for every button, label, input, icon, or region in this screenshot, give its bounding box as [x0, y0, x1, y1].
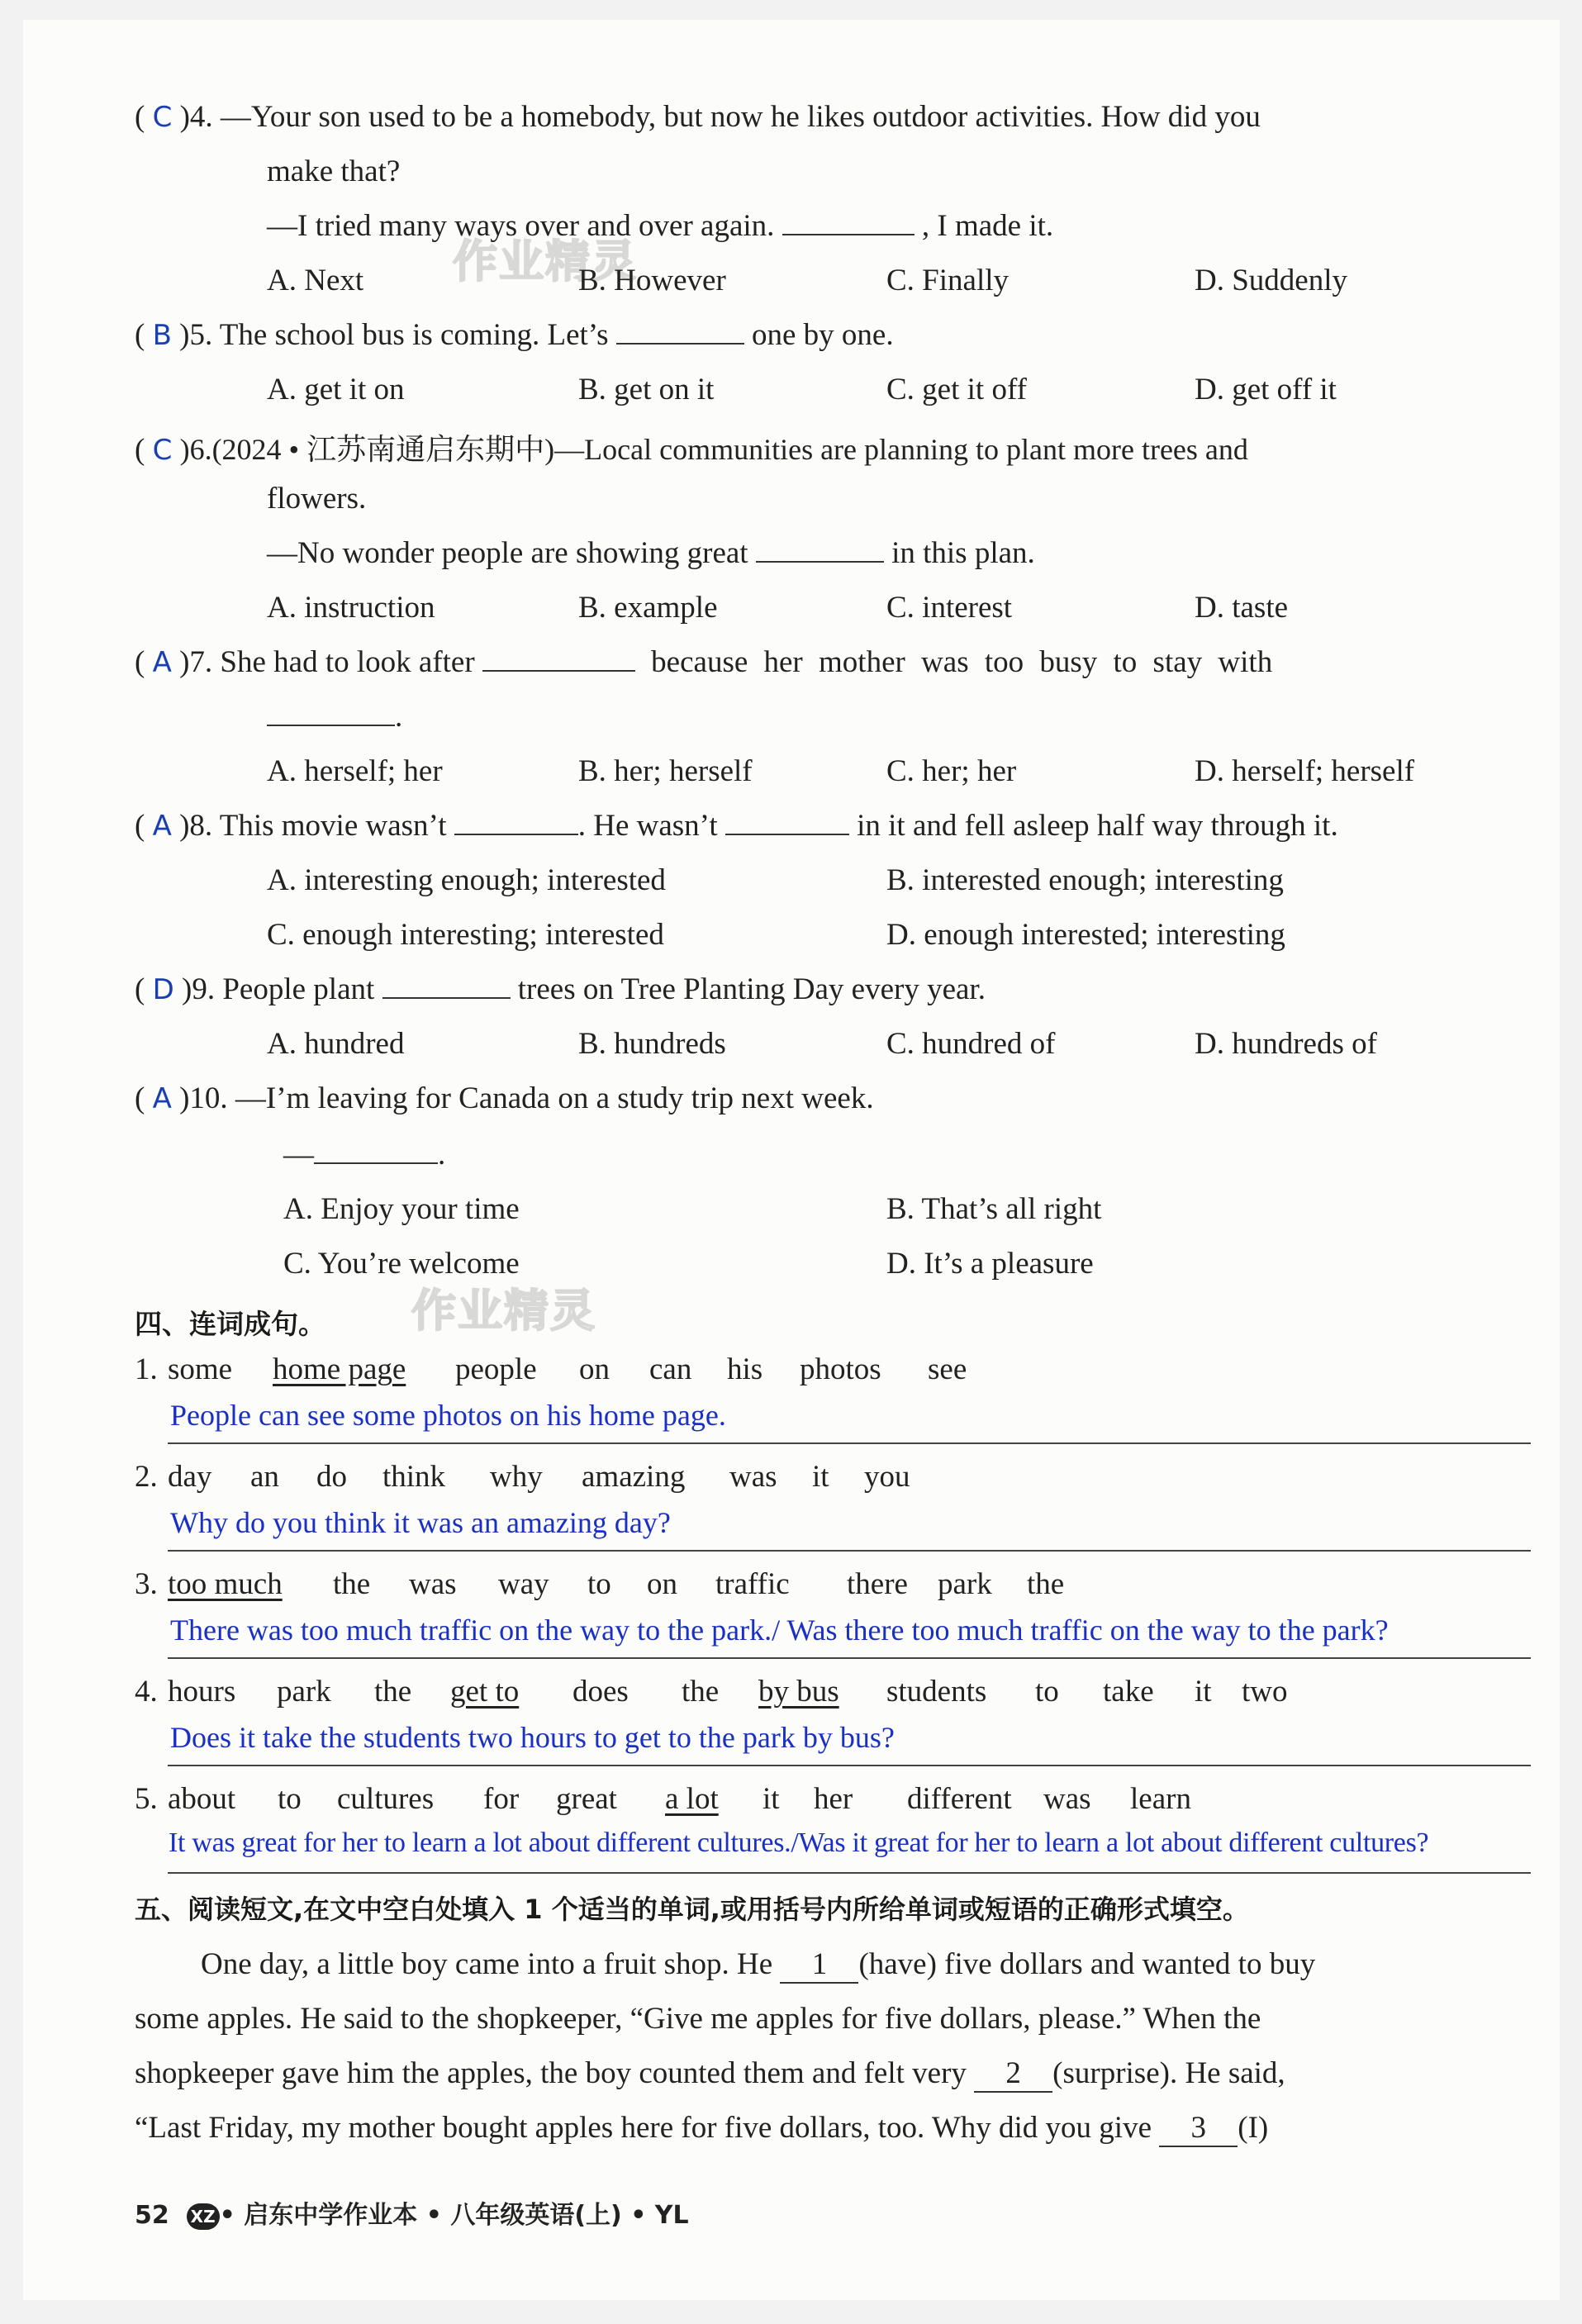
- item-number: 2.: [135, 1460, 158, 1494]
- option: C. You’re welcome: [283, 1247, 520, 1281]
- scrambled-word: traffic: [715, 1567, 790, 1601]
- scrambled-word: it: [762, 1782, 780, 1816]
- question-7-line2: .: [267, 699, 402, 734]
- option: D. enough interested; interesting: [886, 918, 1285, 952]
- scrambled-word: can: [649, 1352, 692, 1386]
- scrambled-word: think: [382, 1460, 446, 1494]
- scrambled-word: about: [168, 1782, 236, 1816]
- option: C. her; her: [886, 754, 1017, 788]
- scrambled-word: too much: [168, 1567, 283, 1601]
- passage-line: “Last Friday, my mother bought apples here for five dollars, too. Why did you give 3 (I): [135, 2110, 1268, 2147]
- scrambled-word: great: [556, 1782, 617, 1816]
- scrambled-word: it: [1195, 1675, 1212, 1709]
- answer-line: [168, 1765, 1531, 1766]
- option: A. interesting enough; interested: [267, 863, 666, 897]
- answer-line: [168, 1872, 1531, 1874]
- answer-line: [168, 1442, 1531, 1444]
- scrambled-word: take: [1103, 1675, 1154, 1709]
- scrambled-word: a lot: [665, 1782, 719, 1816]
- scrambled-word: two: [1242, 1675, 1288, 1709]
- question-10: ( A )10. —I’m leaving for Canada on a study trip next week.: [135, 1081, 874, 1115]
- scrambled-word: there: [847, 1567, 908, 1601]
- answer-9: D: [152, 973, 174, 1006]
- passage-line: One day, a little boy came into a fruit shop. He 1 (have) five dollars and wanted to buy: [201, 1946, 1315, 1984]
- section-5-title: 五、阅读短文,在文中空白处填入 1 个适当的单词,或用括号内所给单词或短语的正确形式填空。: [135, 1894, 1249, 1925]
- option: B. interested enough; interesting: [886, 863, 1284, 897]
- scrambled-word: the: [682, 1675, 720, 1709]
- answer-blank: [382, 972, 511, 999]
- item-number: 3.: [135, 1567, 158, 1601]
- option: B. hundreds: [578, 1027, 726, 1061]
- question-8: ( A )8. This movie wasn’t . He wasn’t in it and fell asleep half way through it.: [135, 809, 1338, 843]
- answer-line: [168, 1550, 1531, 1552]
- item-number: 4.: [135, 1675, 158, 1709]
- question-6-line2: flowers.: [267, 482, 367, 516]
- question-6-line3: —No wonder people are showing great in this plan.: [267, 536, 1035, 570]
- answer-blank: [314, 1138, 438, 1164]
- scrambled-word: park: [277, 1675, 331, 1709]
- option: C. enough interesting; interested: [267, 918, 664, 952]
- option: C. hundred of: [886, 1027, 1056, 1061]
- scrambled-word: people: [455, 1352, 537, 1386]
- passage-blank-3: 3: [1159, 2110, 1238, 2147]
- scrambled-word: you: [864, 1460, 910, 1494]
- option: B. her; herself: [578, 754, 753, 788]
- question-7: ( A )7. She had to look after because her mother was too busy to stay with: [135, 645, 1273, 679]
- answer-blank: [482, 645, 635, 672]
- watermark: 作业精灵: [453, 235, 638, 288]
- question-9: ( D )9. People plant trees on Tree Planting Day every year.: [135, 972, 986, 1006]
- answer-blank: [756, 536, 884, 563]
- scrambled-word: learn: [1130, 1782, 1191, 1816]
- answer-4: C: [152, 101, 173, 134]
- option: D. hundreds of: [1195, 1027, 1377, 1061]
- option: B. That’s all right: [886, 1192, 1102, 1226]
- question-4-line3: —I tried many ways over and over again. , I made it.: [267, 209, 1054, 243]
- scrambled-word: by bus: [758, 1675, 839, 1709]
- scrambled-word: park: [938, 1567, 992, 1601]
- publisher-logo: XZ: [187, 2203, 220, 2230]
- scrambled-word: to: [587, 1567, 611, 1601]
- scrambled-word: her: [814, 1782, 853, 1816]
- scrambled-word: way: [498, 1567, 549, 1601]
- scrambled-word: does: [572, 1675, 629, 1709]
- answer-blank: [616, 318, 744, 345]
- scrambled-word: why: [490, 1460, 543, 1494]
- option: A. Enjoy your time: [283, 1192, 520, 1226]
- answer-line: [168, 1657, 1531, 1659]
- answer-blank: [267, 700, 395, 726]
- option: D. Suddenly: [1195, 264, 1347, 297]
- answer-10: A: [152, 1082, 172, 1115]
- scrambled-word: to: [1035, 1675, 1059, 1709]
- answer-blank: [454, 809, 578, 835]
- question-4-line2: make that?: [267, 154, 401, 188]
- passage-line: some apples. He said to the shopkeeper, “Give me apples for five dollars, please.” When the: [135, 2002, 1261, 2036]
- sentence-answer: People can see some photos on his home page.: [170, 1399, 726, 1432]
- option: D. taste: [1195, 591, 1289, 625]
- option: A. get it on: [267, 373, 405, 406]
- option: B. get on it: [578, 373, 715, 406]
- option: D. It’s a pleasure: [886, 1247, 1094, 1281]
- passage-line: shopkeeper gave him the apples, the boy counted them and felt very 2 (surprise). He said,: [135, 2055, 1285, 2093]
- option: D. herself; herself: [1195, 754, 1415, 788]
- scrambled-word: see: [928, 1352, 967, 1386]
- option: C. get it off: [886, 373, 1027, 406]
- item-number: 5.: [135, 1782, 158, 1816]
- scrambled-word: different: [907, 1782, 1012, 1816]
- scrambled-word: students: [886, 1675, 987, 1709]
- scrambled-word: his: [727, 1352, 763, 1386]
- scrambled-word: for: [483, 1782, 520, 1816]
- answer-8: A: [152, 810, 172, 843]
- sentence-answer: It was great for her to learn a lot about different cultures./Was it great for her to learn a lot about different cultures?: [169, 1827, 1429, 1858]
- option: B. example: [578, 591, 718, 625]
- scrambled-word: amazing: [582, 1460, 686, 1494]
- option: C. Finally: [886, 264, 1010, 297]
- section-4-title: 四、连词成句。: [135, 1308, 325, 1340]
- passage-blank-2: 2: [974, 2055, 1052, 2093]
- scrambled-word: was: [729, 1460, 777, 1494]
- scrambled-word: the: [333, 1567, 371, 1601]
- question-5: ( B )5. The school bus is coming. Let’s one by one.: [135, 318, 894, 352]
- page-footer: [135, 2194, 689, 2231]
- answer-blank: [782, 209, 915, 235]
- scrambled-word: do: [316, 1460, 347, 1494]
- answer-7: A: [152, 646, 172, 679]
- watermark: 作业精灵: [411, 1285, 596, 1337]
- scrambled-word: to: [278, 1782, 302, 1816]
- option: D. get off it: [1195, 373, 1337, 406]
- scrambled-word: photos: [800, 1352, 881, 1386]
- scrambled-word: get to: [450, 1675, 520, 1709]
- option: A. Next: [267, 264, 364, 297]
- option: C. interest: [886, 591, 1013, 625]
- scrambled-word: on: [579, 1352, 610, 1386]
- passage-blank-1: 1: [780, 1946, 858, 1984]
- scrambled-word: on: [647, 1567, 677, 1601]
- sentence-answer: Does it take the students two hours to get to the park by bus?: [170, 1721, 895, 1754]
- scrambled-word: hours: [168, 1675, 236, 1709]
- scrambled-word: the: [374, 1675, 412, 1709]
- question-10-line2: — .: [283, 1138, 446, 1172]
- workbook-page: [23, 20, 1560, 2300]
- scrambled-word: home page: [273, 1352, 406, 1386]
- option: B. However: [578, 264, 726, 297]
- scrambled-word: some: [168, 1352, 233, 1386]
- option: A. herself; her: [267, 754, 443, 788]
- question-6: ( C )6.(2024 • 江苏南通启东期中)—Local communities are planning to plant more trees and: [135, 433, 1248, 467]
- item-number: 1.: [135, 1352, 158, 1386]
- sentence-answer: There was too much traffic on the way to the park./ Was there too much traffic on the way to the park?: [170, 1613, 1389, 1647]
- page-number: 52: [135, 2201, 169, 2230]
- option: A. instruction: [267, 591, 435, 625]
- sentence-answer: Why do you think it was an amazing day?: [170, 1506, 671, 1539]
- scrambled-word: an: [250, 1460, 279, 1494]
- answer-6: C: [152, 434, 173, 467]
- scrambled-word: it: [812, 1460, 829, 1494]
- scrambled-word: day: [168, 1460, 212, 1494]
- footer-title: • 启东中学作业本 • 八年级英语(上) • YL: [219, 2201, 689, 2230]
- answer-blank: [725, 809, 849, 835]
- option: A. hundred: [267, 1027, 405, 1061]
- scrambled-word: was: [1043, 1782, 1091, 1816]
- scrambled-word: the: [1027, 1567, 1065, 1601]
- scrambled-word: cultures: [337, 1782, 435, 1816]
- scrambled-word: was: [409, 1567, 457, 1601]
- question-4: ( C )4. —Your son used to be a homebody, but now he likes outdoor activities. How did you: [135, 100, 1261, 134]
- answer-5: B: [152, 319, 172, 352]
